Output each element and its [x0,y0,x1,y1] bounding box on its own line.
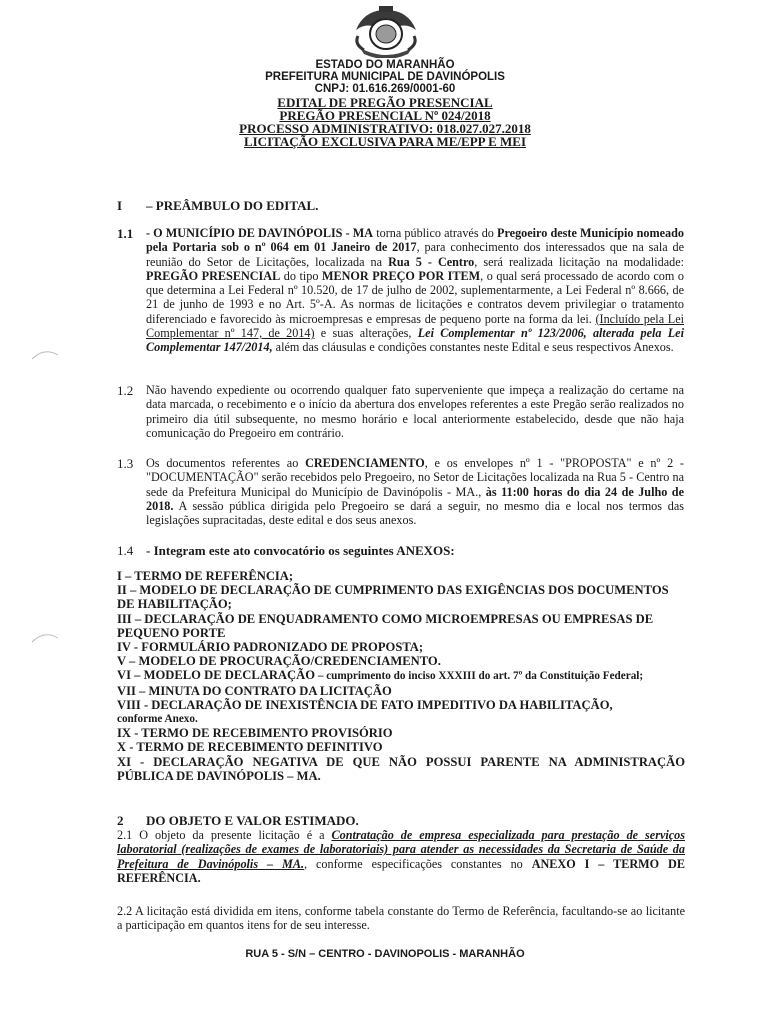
annex-6 [117,668,685,683]
title-processo: PROCESSO ADMINISTRATIVO: 018.027.027.2018 [239,121,531,136]
p11-pregoeiro: Pregoeiro deste Município nomeado pela Portaria sob o nº 064 em 01 Janeiro de 2017 [146,226,685,255]
annex-4: IV - FORMULÁRIO PADRONIZADO DE PROPOSTA; [117,640,424,655]
item-1-4-text: - Integram este ato convocatório os seguintes ANEXOS: [146,543,455,558]
title-pregao: PREGÃO PRESENCIAL Nº 024/2018 [279,108,491,123]
p11-text-d: , para conhecimento dos interessados que na sala de reunião do Setor de Licitações, localizada na [146,240,684,269]
section-1-number: I [117,198,123,213]
title-edital: EDITAL DE PREGÃO PRESENCIAL [277,95,493,110]
p13-text-a: Os documentos referentes ao [146,456,306,470]
annex-list [117,569,685,783]
annex-6-title: VI – MODELO DE DECLARAÇÃO [117,668,316,683]
annex-3: III – DECLARAÇÃO DE ENQUADRAMENTO COMO MICROEMPRESAS OU EMPRESAS DE PEQUENO PORTE [117,611,654,640]
annex-8-detail: conforme Anexo. [117,713,198,726]
annex-8: VIII - DECLARAÇÃO DE INEXISTÊNCIA DE FATO IMPEDITIVO DA HABILITAÇÃO, [117,697,613,712]
item-1-4-number: 1.4 [117,543,134,558]
paragraph-2-2: 2.2 A licitação está dividida em itens, conforme tabela constante do Termo de Referência, facultando-se ao licitante a participação em quantos itens for de seu interesse. [117,904,685,933]
p11-modalidade: PREGÃO PRESENCIAL [146,268,281,283]
p11-rua: Rua 5 - Centro [388,254,475,269]
paragraph-2-1 [117,828,685,885]
p13-date: às 11:00 horas do dia 24 de Julho de 2018. [146,484,684,513]
p11-municipio: - O MUNICÍPIO DE DAVINÓPOLIS - MA [146,226,374,240]
title-licitacao: LICITAÇÃO EXCLUSIVA PARA ME/EPP E MEI [243,134,527,149]
p21-objeto: Contratação de empresa especializada para prestação de serviços laboratorial (realizações de exames de laboratoriais) para atender as necessidades da Secretaria de Saúde da Prefeitura de Davinópolis – MA. [117,828,685,871]
p11-text-n: além das cláusulas e condições constantes neste Edital e seus respectivos Anexos. [272,340,674,355]
annex-2: II – MODELO DE DECLARAÇÃO DE CUMPRIMENTO DAS EXIGÊNCIAS DOS DOCUMENTOS DE HABILITAÇÃO; [117,583,669,612]
punch-mark-bottom [30,628,60,644]
p11-lei-complementar: Lei Complementar nº 123/2006, alterada pela Lei Complementar 147/2014, [146,326,684,355]
annex-11: XI - DECLARAÇÃO NEGATIVA DE QUE NÃO POSSUI PARENTE NA ADMINISTRAÇÃO PÚBLICA DE DAVINÓPOLIS – MA. [117,754,685,783]
header-state: ESTADO DO MARANHÃO [315,59,455,71]
paragraph-1-1 [146,226,684,355]
coat-of-arms-seal [350,4,422,58]
p11-text-j: , o qual será processado de acordo com o que determina a Lei Federal nº 10.520, de 17 de julho de 2002, suplementarmente, a Lei Federal nº 8.666, de 21 de junho de 1993 e no Art. 5º-A. As normas de licitações e contratos devem privilegiar o tratamento diferenciado e favorecido às microempresas e empresas de pequeno porte na forma da lei. [146,268,684,326]
p21-anexo: ANEXO I – TERMO DE REFERÊNCIA. [117,856,685,885]
punch-mark-top [30,345,60,361]
p21-text-a: 2.1 O objeto da presente licitação é a [117,828,332,842]
p11-incluido: (Incluído pela Lei Complementar nº 147, de 2014) [146,311,684,341]
p21-text-c: , conforme especificações constantes no [304,856,532,871]
p11-text-l: e suas alterações, [314,326,418,341]
p11-tipo: MENOR PREÇO POR ITEM [321,268,481,283]
p11-text-f: , será realizada licitação na modalidade: [474,254,685,269]
p11-text-b: torna público através do [373,226,498,240]
annex-10: X - TERMO DE RECEBIMENTO DEFINITIVO [117,740,383,755]
item-1-2-number: 1.2 [117,383,134,398]
p13-text-c: , e os envelopes nº 1 - "PROPOSTA" e nº 2 - "DOCUMENTAÇÃO" serão recebidos pelo Pregoeiro, no Setor de Licitações localizada na Rua 5 - Centro na sede da Prefeitura Municipal do Município de Davinópolis - MA., [146,456,684,499]
annex-5: V – MODELO DE PROCURAÇÃO/CREDENCIAMENTO. [117,654,441,669]
paragraph-1-3 [146,456,684,527]
p13-text-e: A sessão pública dirigida pelo Pregoeiro se dará a seguir, no mesmo dia e local nos termos das legislações supracitadas, deste edital e dos seus anexos. [146,498,684,528]
p13-credenciamento: CREDENCIAMENTO [305,456,425,470]
item-1-3-number: 1.3 [117,456,134,471]
annex-6-detail: – cumprimento do inciso XXXIII do art. 7º da Constituição Federal; [315,670,644,683]
paragraph-1-2: Não havendo expediente ou ocorrendo qualquer fato superveniente que impeça a realização do certame na data marcada, o recebimento e o início da abertura dos envelopes referentes a este Pregão serão realizados no primeiro dia útil subsequente, no mesmo horário e local anteriormente estabelecido, desde que não haja comunicação do Pregoeiro em contrário. [146,383,684,440]
section-1-title: – PREÂMBULO DO EDITAL. [146,198,319,213]
page-footer-address: RUA 5 - S/N – CENTRO - DAVINOPOLIS - MARANHÃO [245,948,525,960]
header-prefecture: PREFEITURA MUNICIPAL DE DAVINÓPOLIS [265,71,505,83]
annex-9: IX - TERMO DE RECEBIMENTO PROVISÓRIO [117,726,393,741]
header-cnpj: CNPJ: 01.616.269/0001-60 [314,83,456,95]
item-1-1-number: 1.1 [117,226,134,241]
annex-1: I – TERMO DE REFERÊNCIA; [117,569,294,583]
p11-text-h: do tipo [280,268,322,283]
section-2-title: DO OBJETO E VALOR ESTIMADO. [146,813,359,828]
annex-7: VII – MINUTA DO CONTRATO DA LICITAÇÃO [117,683,392,698]
section-2-number: 2 [117,813,124,828]
